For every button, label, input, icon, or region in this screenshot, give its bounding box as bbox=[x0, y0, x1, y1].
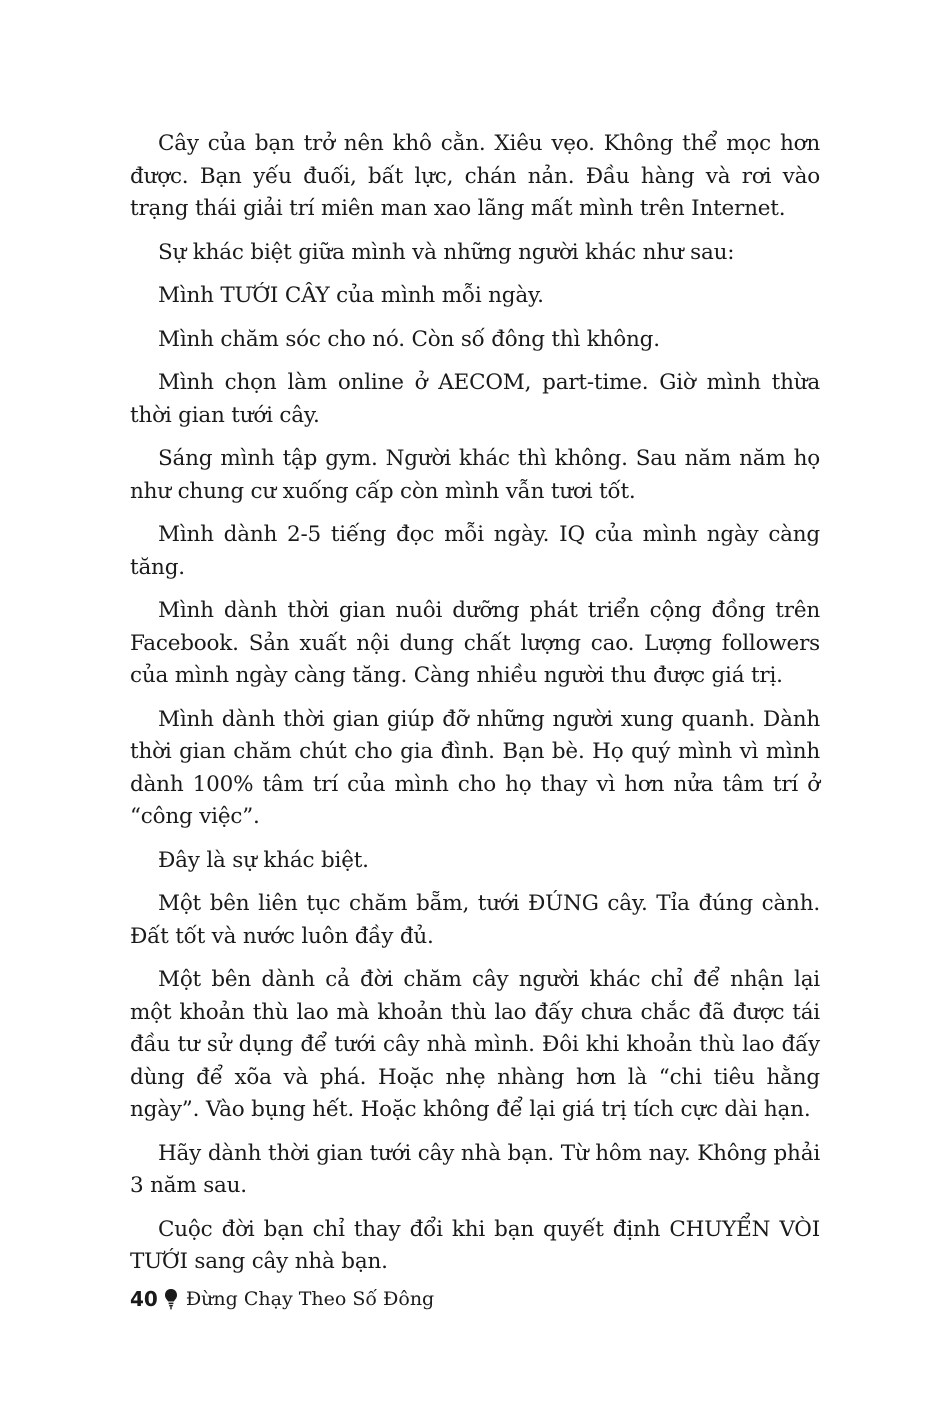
paragraph-1: Cây của bạn trở nên khô cằn. Xiêu vẹo. Không thể mọc hơn được. Bạn yếu đuối, bất lực, chán nản. Đầu hàng và rơi vào trạng thái giải trí miên man xao lãng mất mình trên Internet. bbox=[130, 131, 820, 221]
book-title: Đừng Chạy Theo Số Đông bbox=[185, 1288, 435, 1310]
paragraph-11: Một bên liên tục chăm bẵm, tưới ĐÚNG cây. Tỉa đúng cành. Đất tốt và nước luôn đầy đủ. bbox=[130, 891, 820, 949]
paragraph-7: Mình dành 2-5 tiếng đọc mỗi ngày. IQ của mình ngày càng tăng. bbox=[130, 522, 820, 580]
paragraph-12: Một bên dành cả đời chăm cây người khác chỉ để nhận lại một khoản thù lao mà khoản thù lao đấy chưa chắc đã được tái đầu tư sử dụng để tưới cây nhà mình. Đôi khi khoản thù lao đấy dùng để xõa và phá. Hoặc nhẹ nhàng hơn là “chi tiêu hằng ngày”. Vào bụng hết. Hoặc không để lại giá trị tích cực dài hạn. bbox=[130, 967, 820, 1122]
paragraph-4: Mình chăm sóc cho nó. Còn số đông thì không. bbox=[158, 326, 660, 352]
page-body bbox=[130, 128, 820, 1290]
lightbulb-icon bbox=[164, 1288, 178, 1310]
paragraph-10: Đây là sự khác biệt. bbox=[158, 847, 369, 873]
paragraph-2: Sự khác biệt giữa mình và những người khác như sau: bbox=[158, 239, 735, 265]
paragraph-3: Mình TƯỚI CÂY của mình mỗi ngày. bbox=[158, 283, 544, 308]
paragraph-9: Mình dành thời gian giúp đỡ những người xung quanh. Dành thời gian chăm chút cho gia đình. Bạn bè. Họ quý mình vì mình dành 100% tâm trí của mình cho họ thay vì hơn nửa tâm trí ở “công việc”. bbox=[130, 706, 820, 829]
page-number: 40 bbox=[130, 1287, 158, 1311]
page-footer bbox=[130, 1284, 434, 1314]
paragraph-14: Cuộc đời bạn chỉ thay đổi khi bạn quyết định CHUYỂN VÒI TƯỚI sang cây nhà bạn. bbox=[130, 1216, 820, 1274]
paragraph-8: Mình dành thời gian nuôi dưỡng phát triển cộng đồng trên Facebook. Sản xuất nội dung chất lượng cao. Lượng followers của mình ngày càng tăng. Càng nhiều người thu được giá trị. bbox=[130, 598, 820, 688]
paragraph-5: Mình chọn làm online ở AECOM, part-time. Giờ mình thừa thời gian tưới cây. bbox=[130, 370, 820, 428]
paragraph-6: Sáng mình tập gym. Người khác thì không. Sau năm năm họ như chung cư xuống cấp còn mình vẫn tươi tốt. bbox=[130, 446, 820, 504]
paragraph-13: Hãy dành thời gian tưới cây nhà bạn. Từ hôm nay. Không phải 3 năm sau. bbox=[130, 1140, 820, 1198]
